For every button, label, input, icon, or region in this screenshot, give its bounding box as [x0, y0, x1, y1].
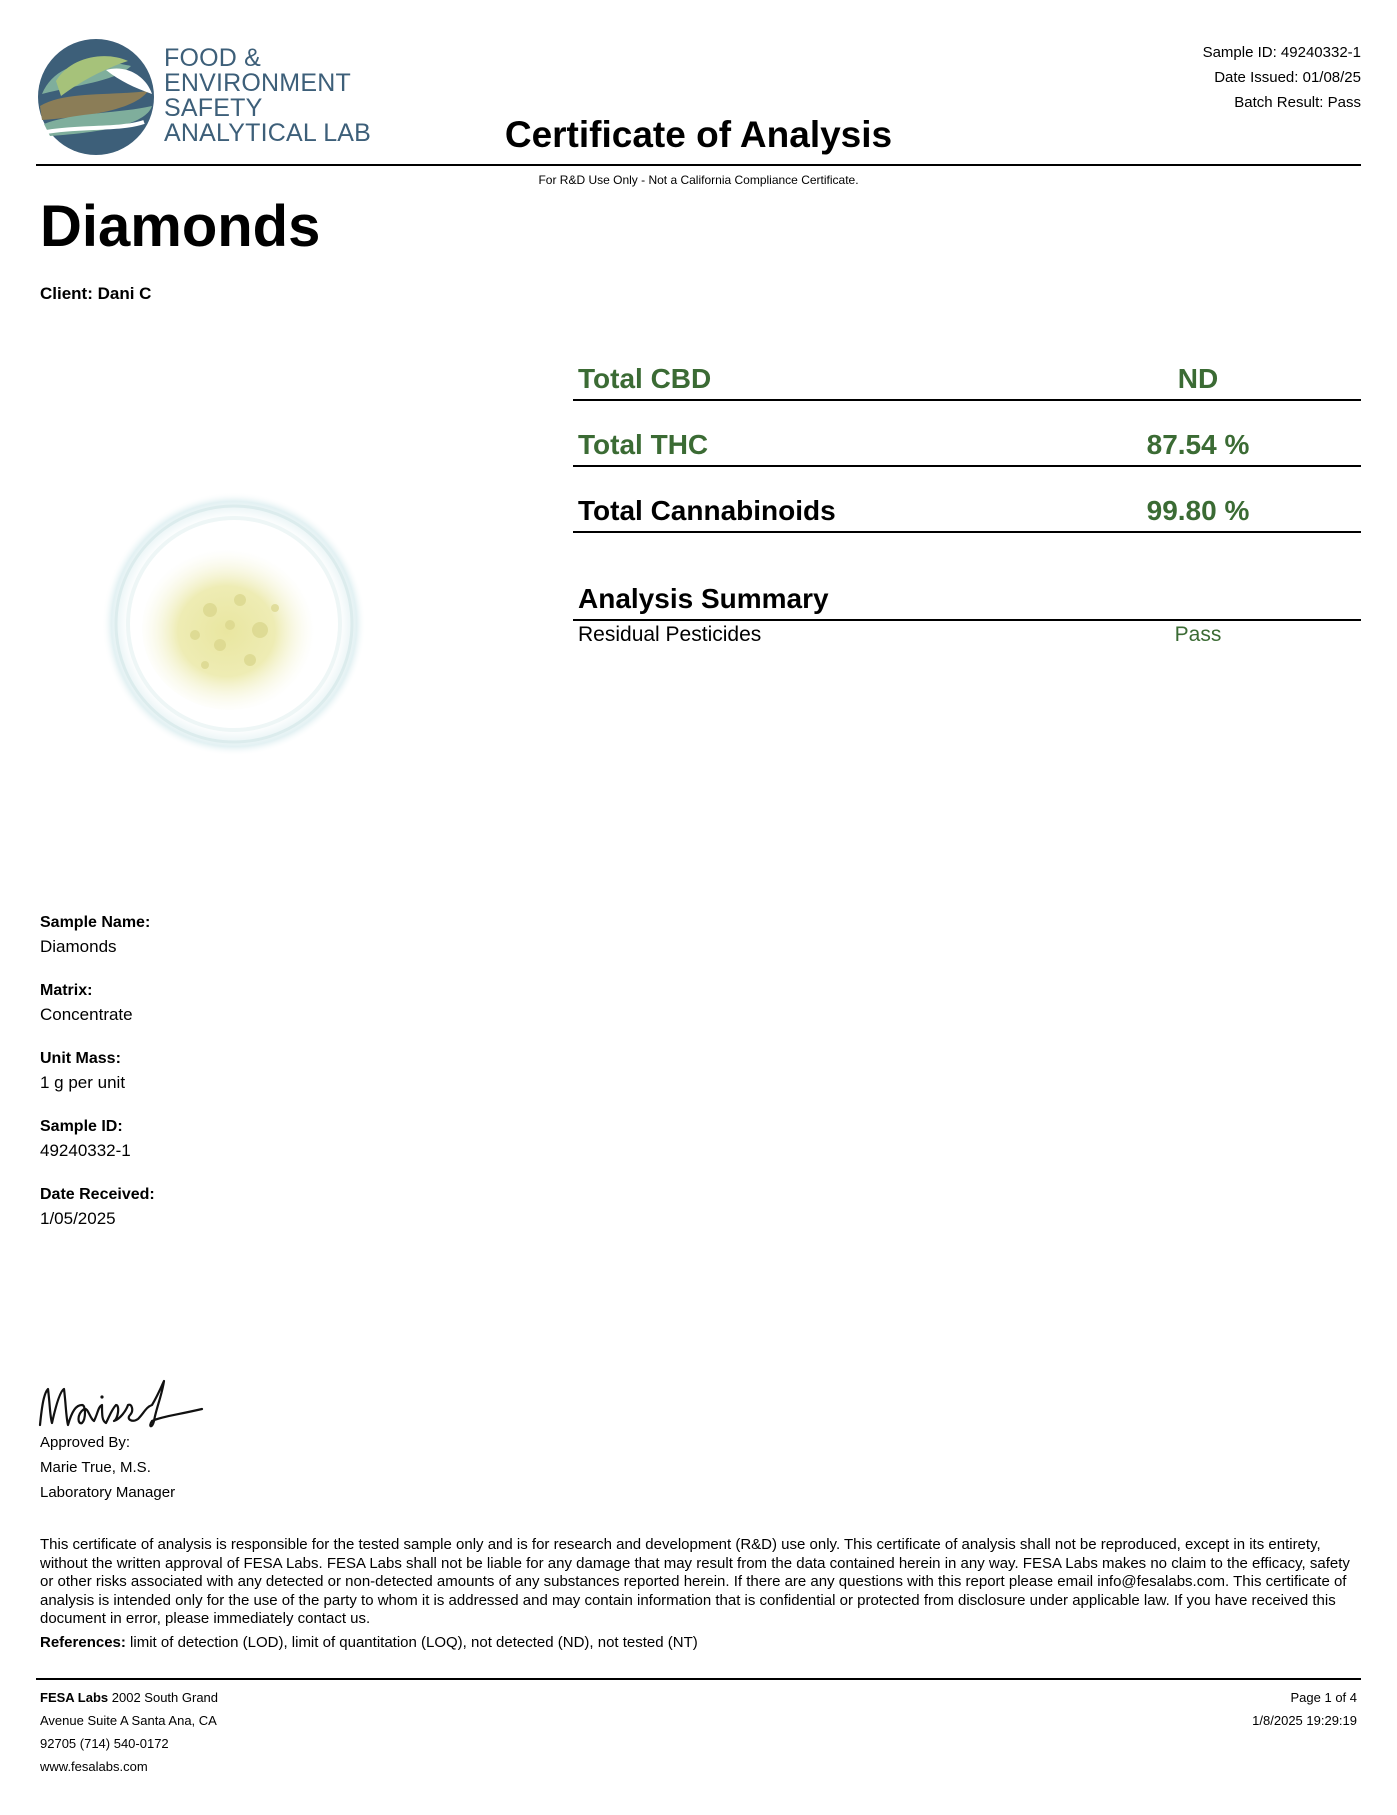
- summary-divider: [573, 619, 1361, 621]
- product-name: Diamonds: [40, 194, 321, 259]
- detail-value: Diamonds: [40, 937, 117, 956]
- detail-value: 1/05/2025: [40, 1209, 116, 1228]
- approver-role: Laboratory Manager: [40, 1484, 176, 1501]
- detail-item: [40, 979, 155, 1027]
- footer-address-line: [40, 1686, 218, 1709]
- summary-label: Residual Pesticides: [578, 623, 762, 646]
- totals-table: [573, 355, 1361, 533]
- logo-line: ENVIRONMENT: [164, 69, 351, 97]
- date-issued-line: Date Issued: 01/08/25: [1214, 69, 1361, 86]
- detail-item: [40, 1115, 155, 1163]
- total-value: ND: [1177, 363, 1219, 394]
- page-number: Page 1 of 4: [1290, 1690, 1357, 1705]
- footer-meta: [1252, 1686, 1357, 1732]
- logo-line: ANALYTICAL LAB: [164, 119, 372, 147]
- total-value: 99.80 %: [1146, 495, 1250, 526]
- references-line: [40, 1634, 698, 1651]
- footer-address: [40, 1686, 218, 1778]
- header-meta: [1203, 40, 1361, 115]
- detail-key: Date Received:: [40, 1186, 155, 1203]
- summary-value: Pass: [1174, 623, 1222, 646]
- print-timestamp: 1/8/2025 19:29:19: [1252, 1713, 1357, 1728]
- approval-block: [40, 1430, 175, 1505]
- logo-line: FOOD &: [164, 44, 262, 72]
- approval-label: Approved By:: [40, 1434, 131, 1451]
- analysis-summary-title: Analysis Summary: [578, 583, 829, 614]
- header-divider: [36, 164, 1361, 166]
- total-row: [573, 355, 1361, 401]
- references-text: limit of detection (LOD), limit of quantitation (LOQ), not detected (ND), not tested (NT): [125, 1634, 698, 1651]
- detail-key: Sample Name:: [40, 914, 151, 931]
- sample-jar-image: [100, 490, 368, 758]
- total-value: 87.54 %: [1146, 429, 1250, 460]
- top-disclaimer: For R&D Use Only - Not a California Compliance Certificate.: [538, 173, 859, 187]
- approver-name: Marie True, M.S.: [40, 1459, 151, 1476]
- detail-item: [40, 1183, 155, 1231]
- sample-id-line: Sample ID: 49240332-1: [1202, 44, 1361, 61]
- sample-details: [40, 911, 155, 1251]
- footer-address-part: 2002 South Grand: [108, 1690, 219, 1705]
- batch-result-line: Batch Result: Pass: [1234, 94, 1361, 111]
- detail-key: Sample ID:: [40, 1118, 123, 1135]
- detail-value: 1 g per unit: [40, 1073, 126, 1092]
- detail-key: Unit Mass:: [40, 1050, 121, 1067]
- detail-item: [40, 1047, 155, 1095]
- total-row: [573, 467, 1361, 533]
- document-title: Certificate of Analysis: [504, 114, 893, 155]
- detail-value: 49240332-1: [40, 1141, 131, 1160]
- signature-image: [36, 1375, 206, 1433]
- summary-row: [573, 623, 1361, 653]
- client-line: Client: Dani C: [40, 284, 152, 303]
- legal-notice: This certificate of analysis is responsible for the tested sample only and is for research and development (R&D) use only. This certificate of analysis shall not be reproduced, except in its entirety, without the written approval of FESA Labs. FESA Labs shall not be liable for any damage that may result from the data contained herein in any way. FESA Labs makes no claim to the efficacy, safety or other risks associated with any detected or non-detected amounts of any substances reported herein. If there are any questions with this report please email info@fesalabs.com. This certificate of analysis is intended only for the use of the party to whom it is addressed and may contain information that is confidential or protected from disclosure under applicable law. If you have received this document in error, please immediately contact us.: [40, 1536, 1350, 1627]
- detail-key: Matrix:: [40, 982, 93, 999]
- footer-company: FESA Labs: [40, 1690, 109, 1705]
- total-label: Total Cannabinoids: [578, 495, 836, 526]
- detail-value: Concentrate: [40, 1005, 133, 1024]
- references-label: References:: [40, 1634, 126, 1651]
- total-label: Total THC: [578, 429, 709, 460]
- logo-line: SAFETY: [164, 94, 263, 122]
- footer-divider: [36, 1678, 1361, 1680]
- footer-website-link[interactable]: www.fesalabs.com: [40, 1759, 148, 1774]
- total-row: [573, 401, 1361, 467]
- footer-address-line: 92705 (714) 540-0172: [40, 1736, 169, 1751]
- detail-item: [40, 911, 155, 959]
- footer-address-line: Avenue Suite A Santa Ana, CA: [40, 1713, 217, 1728]
- total-label: Total CBD: [578, 363, 712, 394]
